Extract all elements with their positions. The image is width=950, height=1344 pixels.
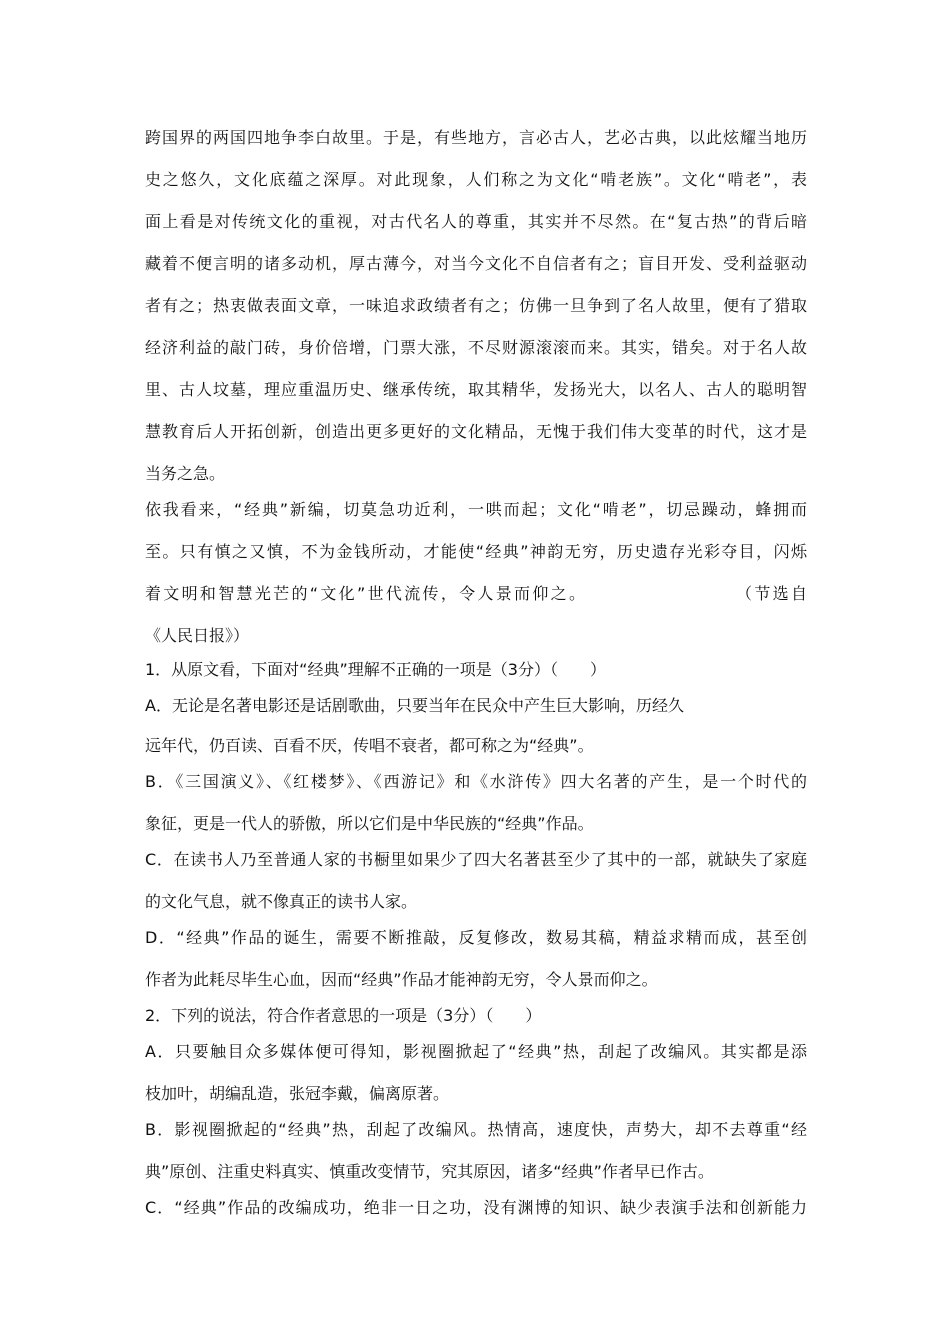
passage-line: 里、古人坟墓，理应重温历史、继承传统，取其精华，发扬光大，以名人、古人的聪明智: [145, 380, 807, 399]
question-2-option-c: C．“经典”作品的改编成功，绝非一日之功，没有渊博的知识、缺少表演手法和创新能力: [145, 1198, 807, 1217]
question-1-option-c-cont: 的文化气息，就不像真正的读书人家。: [145, 892, 418, 911]
question-1-option-b: B．《三国演义》、《红楼梦》、《西游记》和《水浒传》四大名著的产生，是一个时代的: [145, 772, 807, 791]
passage-line: 着文明和智慧光芒的“文化”世代流传，令人景而仰之。 （节选自: [145, 584, 807, 603]
passage-line: 藏着不便言明的诸多动机，厚古薄今，对当今文化不自信者有之；盲目开发、受利益驱动: [145, 254, 807, 273]
passage-line: 经济利益的敲门砖，身价倍增，门票大涨，不尽财源滚滚而来。其实，错矣。对于名人故: [145, 338, 807, 357]
question-2-option-a: A．只要触目众多媒体便可得知，影视圈掀起了“经典”热，刮起了改编风。其实都是添: [145, 1042, 807, 1061]
passage-line: 当务之急。: [145, 464, 226, 483]
passage-line: 者有之；热衷做表面文章，一味追求政绩者有之；仿佛一旦争到了名人故里，便有了猎取: [145, 296, 807, 315]
question-2-option-b-cont: 典”原创、注重史料真实、慎重改变情节，究其原因，诸多“经典”作者早已作古。: [145, 1162, 714, 1181]
passage-line: 史之悠久，文化底蕴之深厚。对此现象，人们称之为文化“啃老族”。文化“啃老”，表: [145, 170, 807, 189]
question-2-option-a-cont: 枝加叶，胡编乱造，张冠李戴，偏离原著。: [145, 1084, 450, 1103]
passage-line: 慧教育后人开拓创新，创造出更多更好的文化精品，无愧于我们伟大变革的时代，这才是: [145, 422, 807, 441]
question-2-option-b: B．影视圈掀起的“经典”热，刮起了改编风。热情高，速度快，声势大，却不去尊重“经: [145, 1120, 807, 1139]
question-1-option-a-cont: 远年代，仍百读、百看不厌，传唱不衰者，都可称之为“经典”。: [145, 736, 594, 755]
source-citation: 《人民日报》）: [145, 626, 250, 645]
question-1-option-d-cont: 作者为此耗尽毕生心血，因而“经典”作品才能神韵无穷，令人景而仰之。: [145, 970, 658, 989]
question-1-option-b-cont: 象征，更是一代人的骄傲，所以它们是中华民族的“经典”作品。: [145, 814, 594, 833]
question-1-option-c: C．在读书人乃至普通人家的书橱里如果少了四大名著甚至少了其中的一部，就缺失了家庭: [145, 850, 807, 869]
passage-line: 依我看来，“经典”新编，切莫急功近利，一哄而起；文化“啃老”，切忌躁动，蜂拥而: [145, 500, 807, 519]
question-1-option-a: A．无论是名著电影还是话剧歌曲，只要当年在民众中产生巨大影响，历经久: [145, 696, 684, 715]
passage-line: 面上看是对传统文化的重视，对古代名人的尊重，其实并不尽然。在“复古热”的背后暗: [145, 212, 807, 231]
passage-line: 至。只有慎之又慎，不为金钱所动，才能使“经典”神韵无穷，历史遗存光彩夺目，闪烁: [145, 542, 807, 561]
question-2-stem: 2．下列的说法，符合作者意思的一项是（3分）（ ）: [145, 1006, 542, 1025]
passage-line: 跨国界的两国四地争李白故里。于是，有些地方，言必古人，艺必古典，以此炫耀当地历: [145, 128, 807, 147]
question-1-stem: 1．从原文看，下面对“经典”理解不正确的一项是（3分）（ ）: [145, 660, 606, 679]
question-1-option-d: D．“经典”作品的诞生，需要不断推敲，反复修改，数易其稿，精益求精而成，甚至创: [145, 928, 807, 947]
